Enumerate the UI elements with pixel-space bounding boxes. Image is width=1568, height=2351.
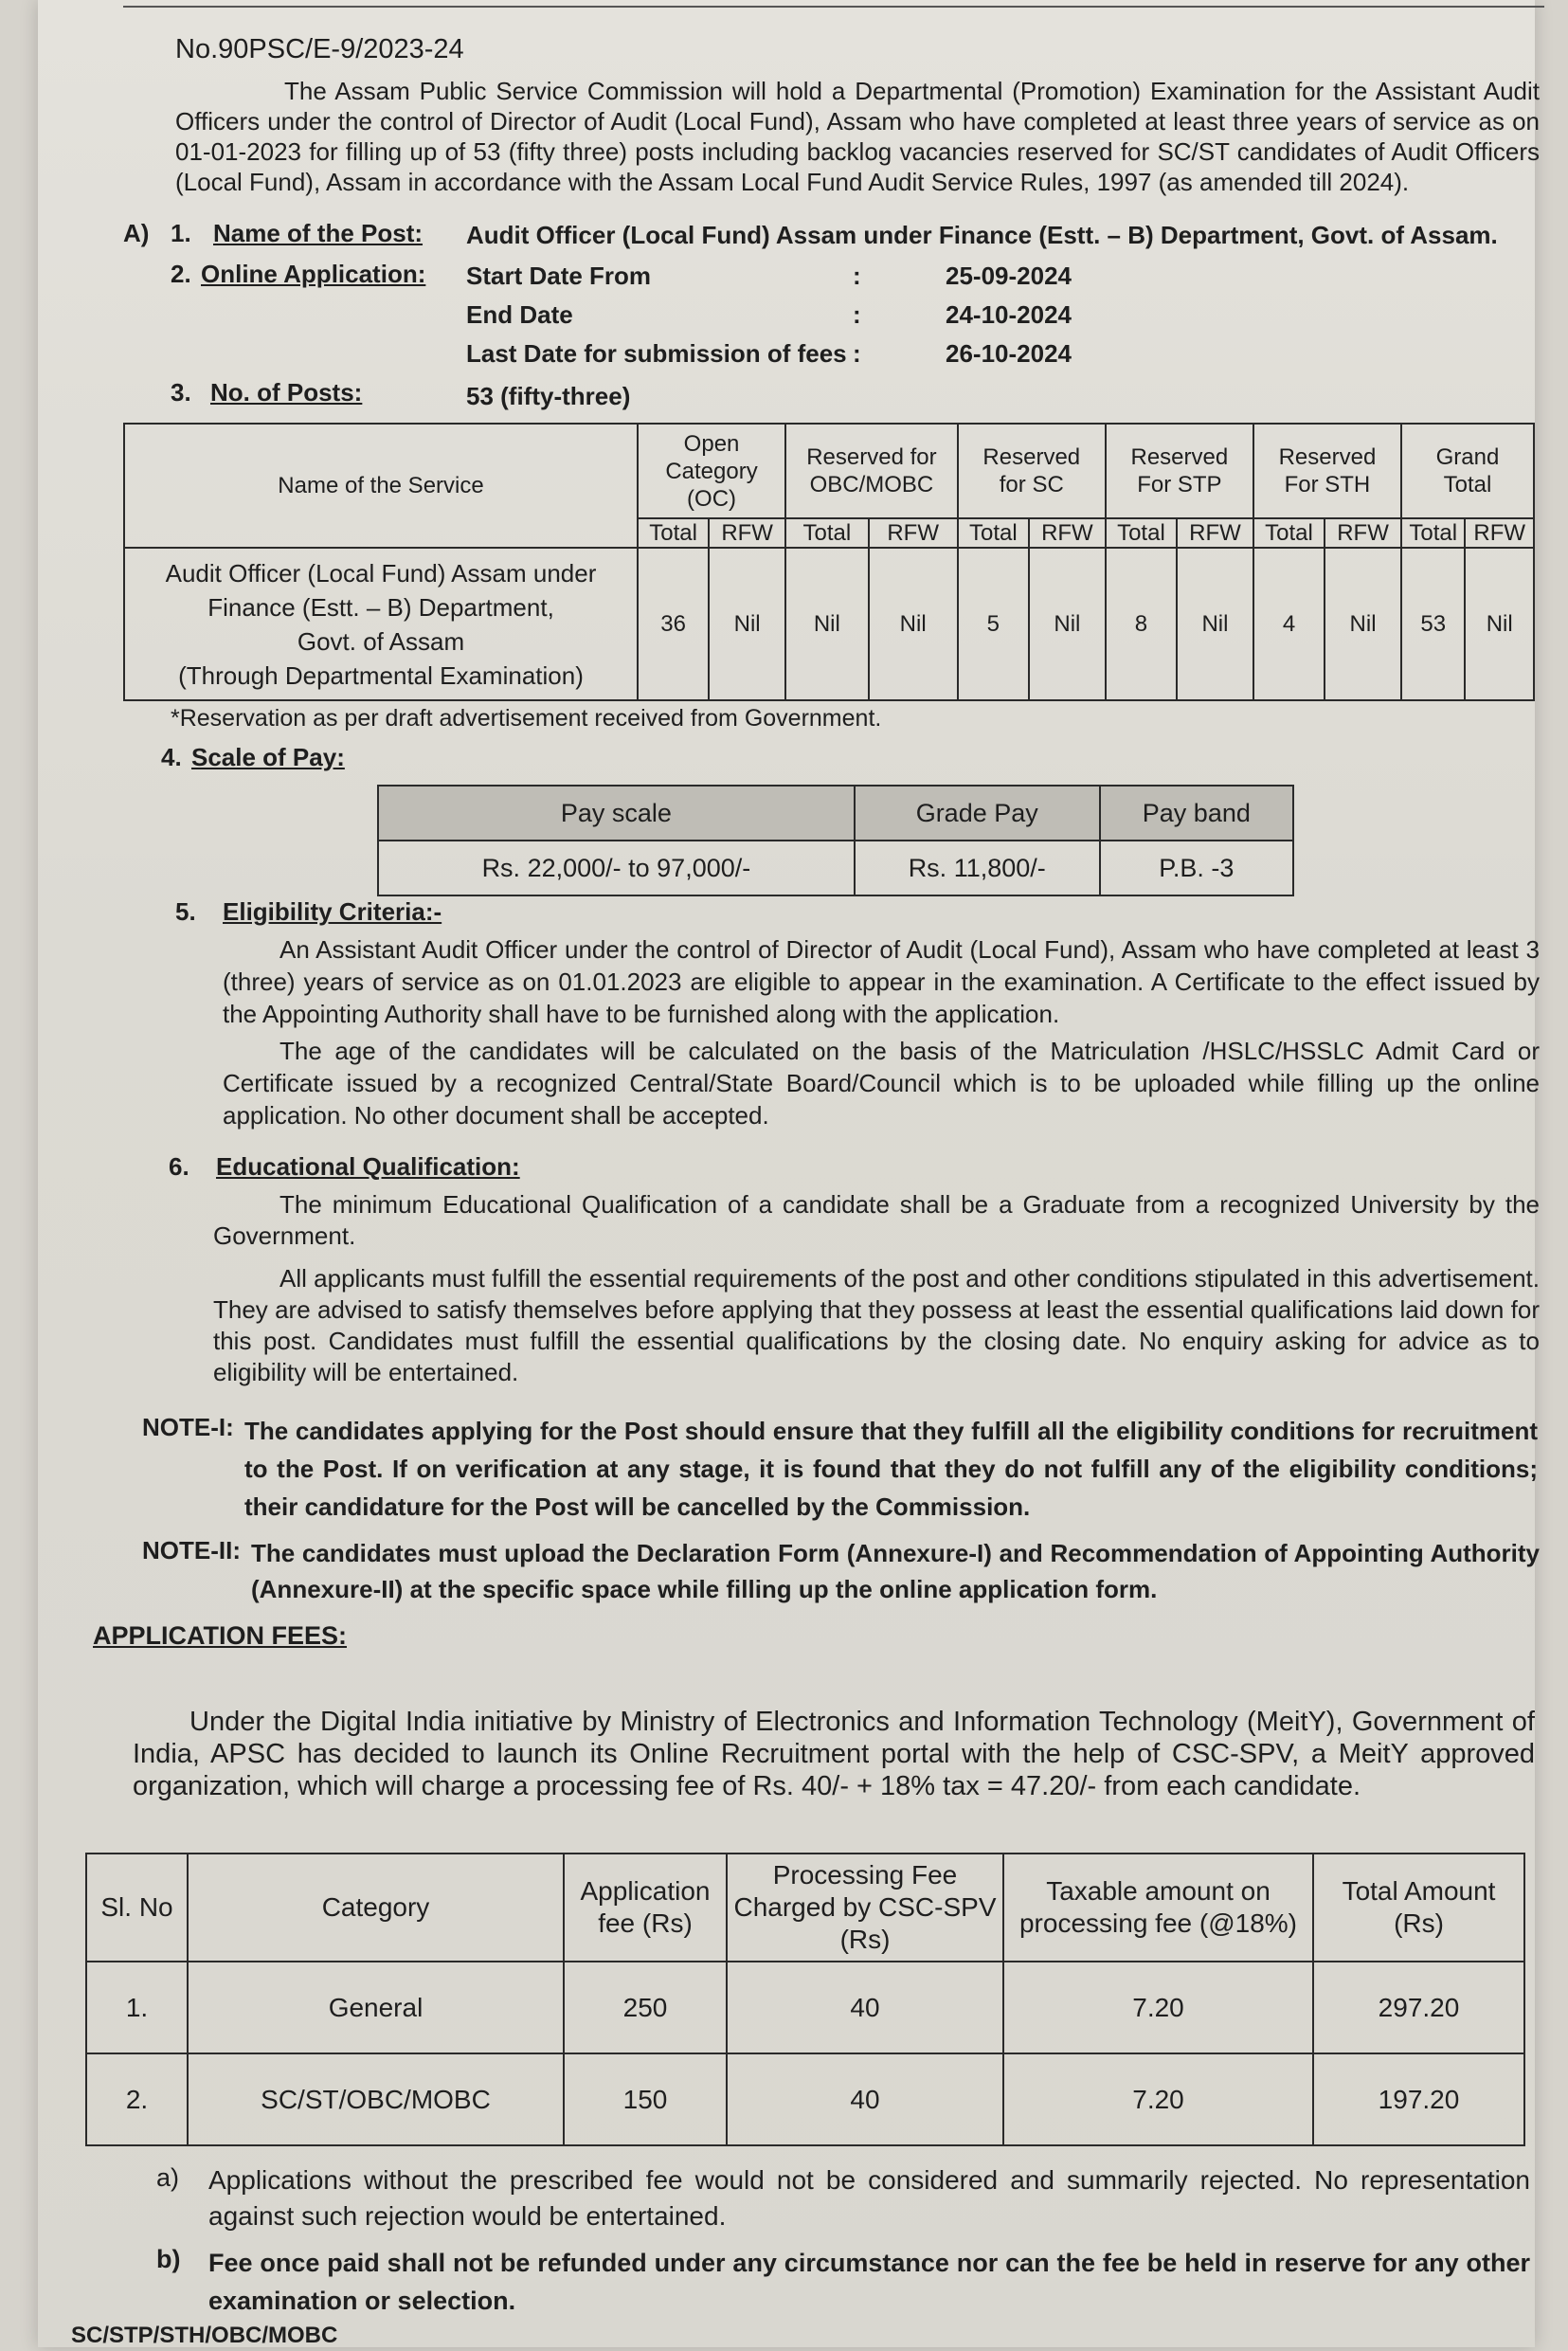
- education-num: 6.: [169, 1152, 189, 1181]
- row-2-total: 197.20: [1313, 2053, 1524, 2145]
- intro-paragraph: The Assam Public Service Commission will hold a Departmental (Promotion) Examination for the Assistant Audit Officers under the control of Director of Audit (Local Fund), Assam who have completed at least three years of service as on 01-01-2023 for filling up of 53 (fifty three) posts including backlog vacancies reserved for SC/ST candidates of Audit Officers (Local Fund), Assam in accordance with the Assam Local Fund Audit Service Rules, 1997 (as amended till 2024).: [175, 77, 1540, 196]
- pay-band-header: Pay band: [1100, 786, 1293, 841]
- row-1-tax: 7.20: [1003, 1962, 1313, 2053]
- sub-rfw: RFW: [1029, 518, 1106, 548]
- eligibility-title: Eligibility Criteria:-: [223, 897, 442, 926]
- row-2-category: SC/ST/OBC/MOBC: [188, 2053, 564, 2145]
- start-date-value: 25-09-2024: [946, 262, 1072, 290]
- processing-fee-header: Processing Fee Charged by CSC-SPV (Rs): [727, 1854, 1003, 1962]
- end-date-value: 24-10-2024: [946, 300, 1072, 329]
- eligibility-para-1: An Assistant Audit Officer under the control of Director of Audit (Local Fund), Assam who have completed at least 3 (three) years of service as on 01.01.2023 are eligible to appear in the examination. A Certificate to the effect issued by the Appointing Authority shall have to be furnished along with the application.: [223, 935, 1540, 1028]
- sc-rfw: Nil: [1029, 548, 1106, 700]
- stp-rfw: Nil: [1177, 548, 1253, 700]
- row-2-tax: 7.20: [1003, 2053, 1313, 2145]
- service-header: Name of the Service: [124, 424, 638, 548]
- eligibility-para-2: The age of the candidates will be calculated on the basis of the Matriculation /HSLC/HSSLC Admit Card or Certificate issued by a recognized Central/State Board/Council which is to be uploaded while filling up the online application. No other document shall be accepted.: [223, 1037, 1540, 1130]
- cut-off-line: SC/STP/STH/OBC/MOBC: [71, 2323, 338, 2348]
- group-obc: Reserved for OBC/MOBC: [785, 424, 958, 518]
- group-oc: Open Category (OC): [638, 424, 785, 518]
- footnote-a-label: a): [156, 2163, 180, 2192]
- fee-date-value: 26-10-2024: [946, 339, 1072, 368]
- sub-rfw: RFW: [1465, 518, 1534, 548]
- fees-title: APPLICATION FEES:: [93, 1621, 348, 1650]
- grand-rfw: Nil: [1465, 548, 1534, 700]
- education-title: Educational Qualification:: [216, 1152, 520, 1181]
- sub-rfw: RFW: [1177, 518, 1253, 548]
- note-1-text: The candidates applying for the Post should ensure that they fulfill all the eligibility conditions for recruitment to the Post. If on verification at any stage, it is found that they do not fulfill any of the eligibility conditions; their candidature for the Post will be cancelled by the Commission.: [244, 1417, 1538, 1521]
- sub-total: Total: [1401, 518, 1465, 548]
- post-name-value: Audit Officer (Local Fund) Assam under Finance (Estt. – B) Department, Govt. of Assam.: [466, 221, 1498, 249]
- taxable-amount-header: Taxable amount on processing fee (@18%): [1003, 1854, 1313, 1962]
- posts-num: 3.: [171, 378, 191, 407]
- top-divider: [123, 6, 1544, 8]
- row-1-app-fee: 250: [564, 1962, 727, 2053]
- sth-rfw: Nil: [1325, 548, 1401, 700]
- sub-rfw: RFW: [709, 518, 785, 548]
- pay-scale-value: Rs. 22,000/- to 97,000/-: [378, 841, 855, 895]
- pay-scale-table: [377, 785, 1294, 896]
- sub-total: Total: [958, 518, 1029, 548]
- group-stp: Reserved For STP: [1106, 424, 1253, 518]
- row-1-processing-fee: 40: [727, 1962, 1003, 2053]
- obc-total: Nil: [785, 548, 869, 700]
- section-a-marker: A): [123, 219, 150, 247]
- scale-num: 4.: [161, 743, 182, 771]
- eligibility-num: 5.: [175, 897, 196, 926]
- fee-date-sep: :: [853, 339, 861, 368]
- row-1-category: General: [188, 1962, 564, 2053]
- fees-intro: Under the Digital India initiative by Ministry of Electronics and Information Technology (MeitY), Government of India, APSC has decided to launch its Online Recruitment portal with the help of CSC-SPV, a MeitY approved organization, which will charge a processing fee of Rs. 40/- + 18% tax = 47.20/- from each candidate.: [133, 1707, 1535, 1801]
- service-name-cell: Audit Officer (Local Fund) Assam under Finance (Estt. – B) Department, Govt. of Assam (Through Departmental Examination): [124, 548, 638, 700]
- grade-pay-header: Grade Pay: [855, 786, 1100, 841]
- row-2-processing-fee: 40: [727, 2053, 1003, 2145]
- footnote-a-text: Applications without the prescribed fee would not be considered and summarily rejected. No representation against such rejection would be entertained.: [208, 2165, 1530, 2231]
- oc-rfw: Nil: [709, 548, 785, 700]
- grade-pay-value: Rs. 11,800/-: [855, 841, 1100, 895]
- row-1-total: 297.20: [1313, 1962, 1524, 2053]
- sl-no-header: Sl. No: [86, 1854, 188, 1962]
- doc-number: No.90PSC/E-9/2023-24: [175, 34, 464, 64]
- stp-total: 8: [1106, 548, 1177, 700]
- note-2-label: NOTE-II:: [142, 1536, 241, 1564]
- note-2-text: The candidates must upload the Declaration Form (Annexure-I) and Recommendation of Appointing Authority (Annexure-II) at the specific space while filling up the online application form.: [251, 1539, 1540, 1603]
- posts-value: 53 (fifty-three): [466, 382, 631, 410]
- post-name-num: 1.: [171, 219, 191, 247]
- fees-table: [85, 1853, 1525, 2146]
- online-app-label: Online Application:: [201, 260, 426, 288]
- education-para-2: All applicants must fulfill the essential requirements of the post and other conditions stipulated in this advertisement. They are advised to satisfy themselves before applying that they possess at least the essential qualifications laid down for this post. Candidates must fulfill the essential qualifications by the closing date. No enquiry asking for advice as to eligibility will be entertained.: [213, 1264, 1540, 1386]
- sub-rfw: RFW: [869, 518, 958, 548]
- end-date-label: End Date: [466, 300, 573, 329]
- footnote-b-text: Fee once paid shall not be refunded under any circumstance nor can the fee be held in reserve for any other examination or selection.: [208, 2249, 1530, 2315]
- app-fee-header: Application fee (Rs): [564, 1854, 727, 1962]
- post-name-label: Name of the Post:: [213, 219, 424, 247]
- sub-rfw: RFW: [1325, 518, 1401, 548]
- sth-total: 4: [1253, 548, 1325, 700]
- grand-total: 53: [1401, 548, 1465, 700]
- footnote-b-label: b): [156, 2245, 181, 2273]
- oc-total: 36: [638, 548, 709, 700]
- fee-date-label: Last Date for submission of fees: [466, 339, 847, 368]
- notice-page: [38, 0, 1540, 2348]
- sub-total: Total: [785, 518, 869, 548]
- education-para-1: The minimum Educational Qualification of a candidate shall be a Graduate from a recognized University by the Government.: [213, 1190, 1540, 1250]
- group-total: Grand Total: [1401, 424, 1534, 518]
- group-sth: Reserved For STH: [1253, 424, 1401, 518]
- category-header: Category: [188, 1854, 564, 1962]
- posts-table: [123, 423, 1535, 701]
- row-2-app-fee: 150: [564, 2053, 727, 2145]
- posts-label: No. of Posts:: [210, 378, 363, 407]
- scale-label: Scale of Pay:: [191, 743, 345, 771]
- end-date-sep: :: [853, 300, 861, 329]
- reservation-note: *Reservation as per draft advertisement received from Government.: [171, 705, 882, 732]
- sub-total: Total: [638, 518, 709, 548]
- row-2-sl: 2.: [86, 2053, 188, 2145]
- start-date-sep: :: [853, 262, 861, 290]
- obc-rfw: Nil: [869, 548, 958, 700]
- note-1-label: NOTE-I:: [142, 1413, 234, 1441]
- group-sc: Reserved for SC: [958, 424, 1106, 518]
- row-1-sl: 1.: [86, 1962, 188, 2053]
- total-amount-header: Total Amount (Rs): [1313, 1854, 1524, 1962]
- pay-scale-header: Pay scale: [378, 786, 855, 841]
- pay-band-value: P.B. -3: [1100, 841, 1293, 895]
- sub-total: Total: [1253, 518, 1325, 548]
- start-date-label: Start Date From: [466, 262, 652, 290]
- sub-total: Total: [1106, 518, 1177, 548]
- online-app-num: 2.: [171, 260, 191, 288]
- sc-total: 5: [958, 548, 1029, 700]
